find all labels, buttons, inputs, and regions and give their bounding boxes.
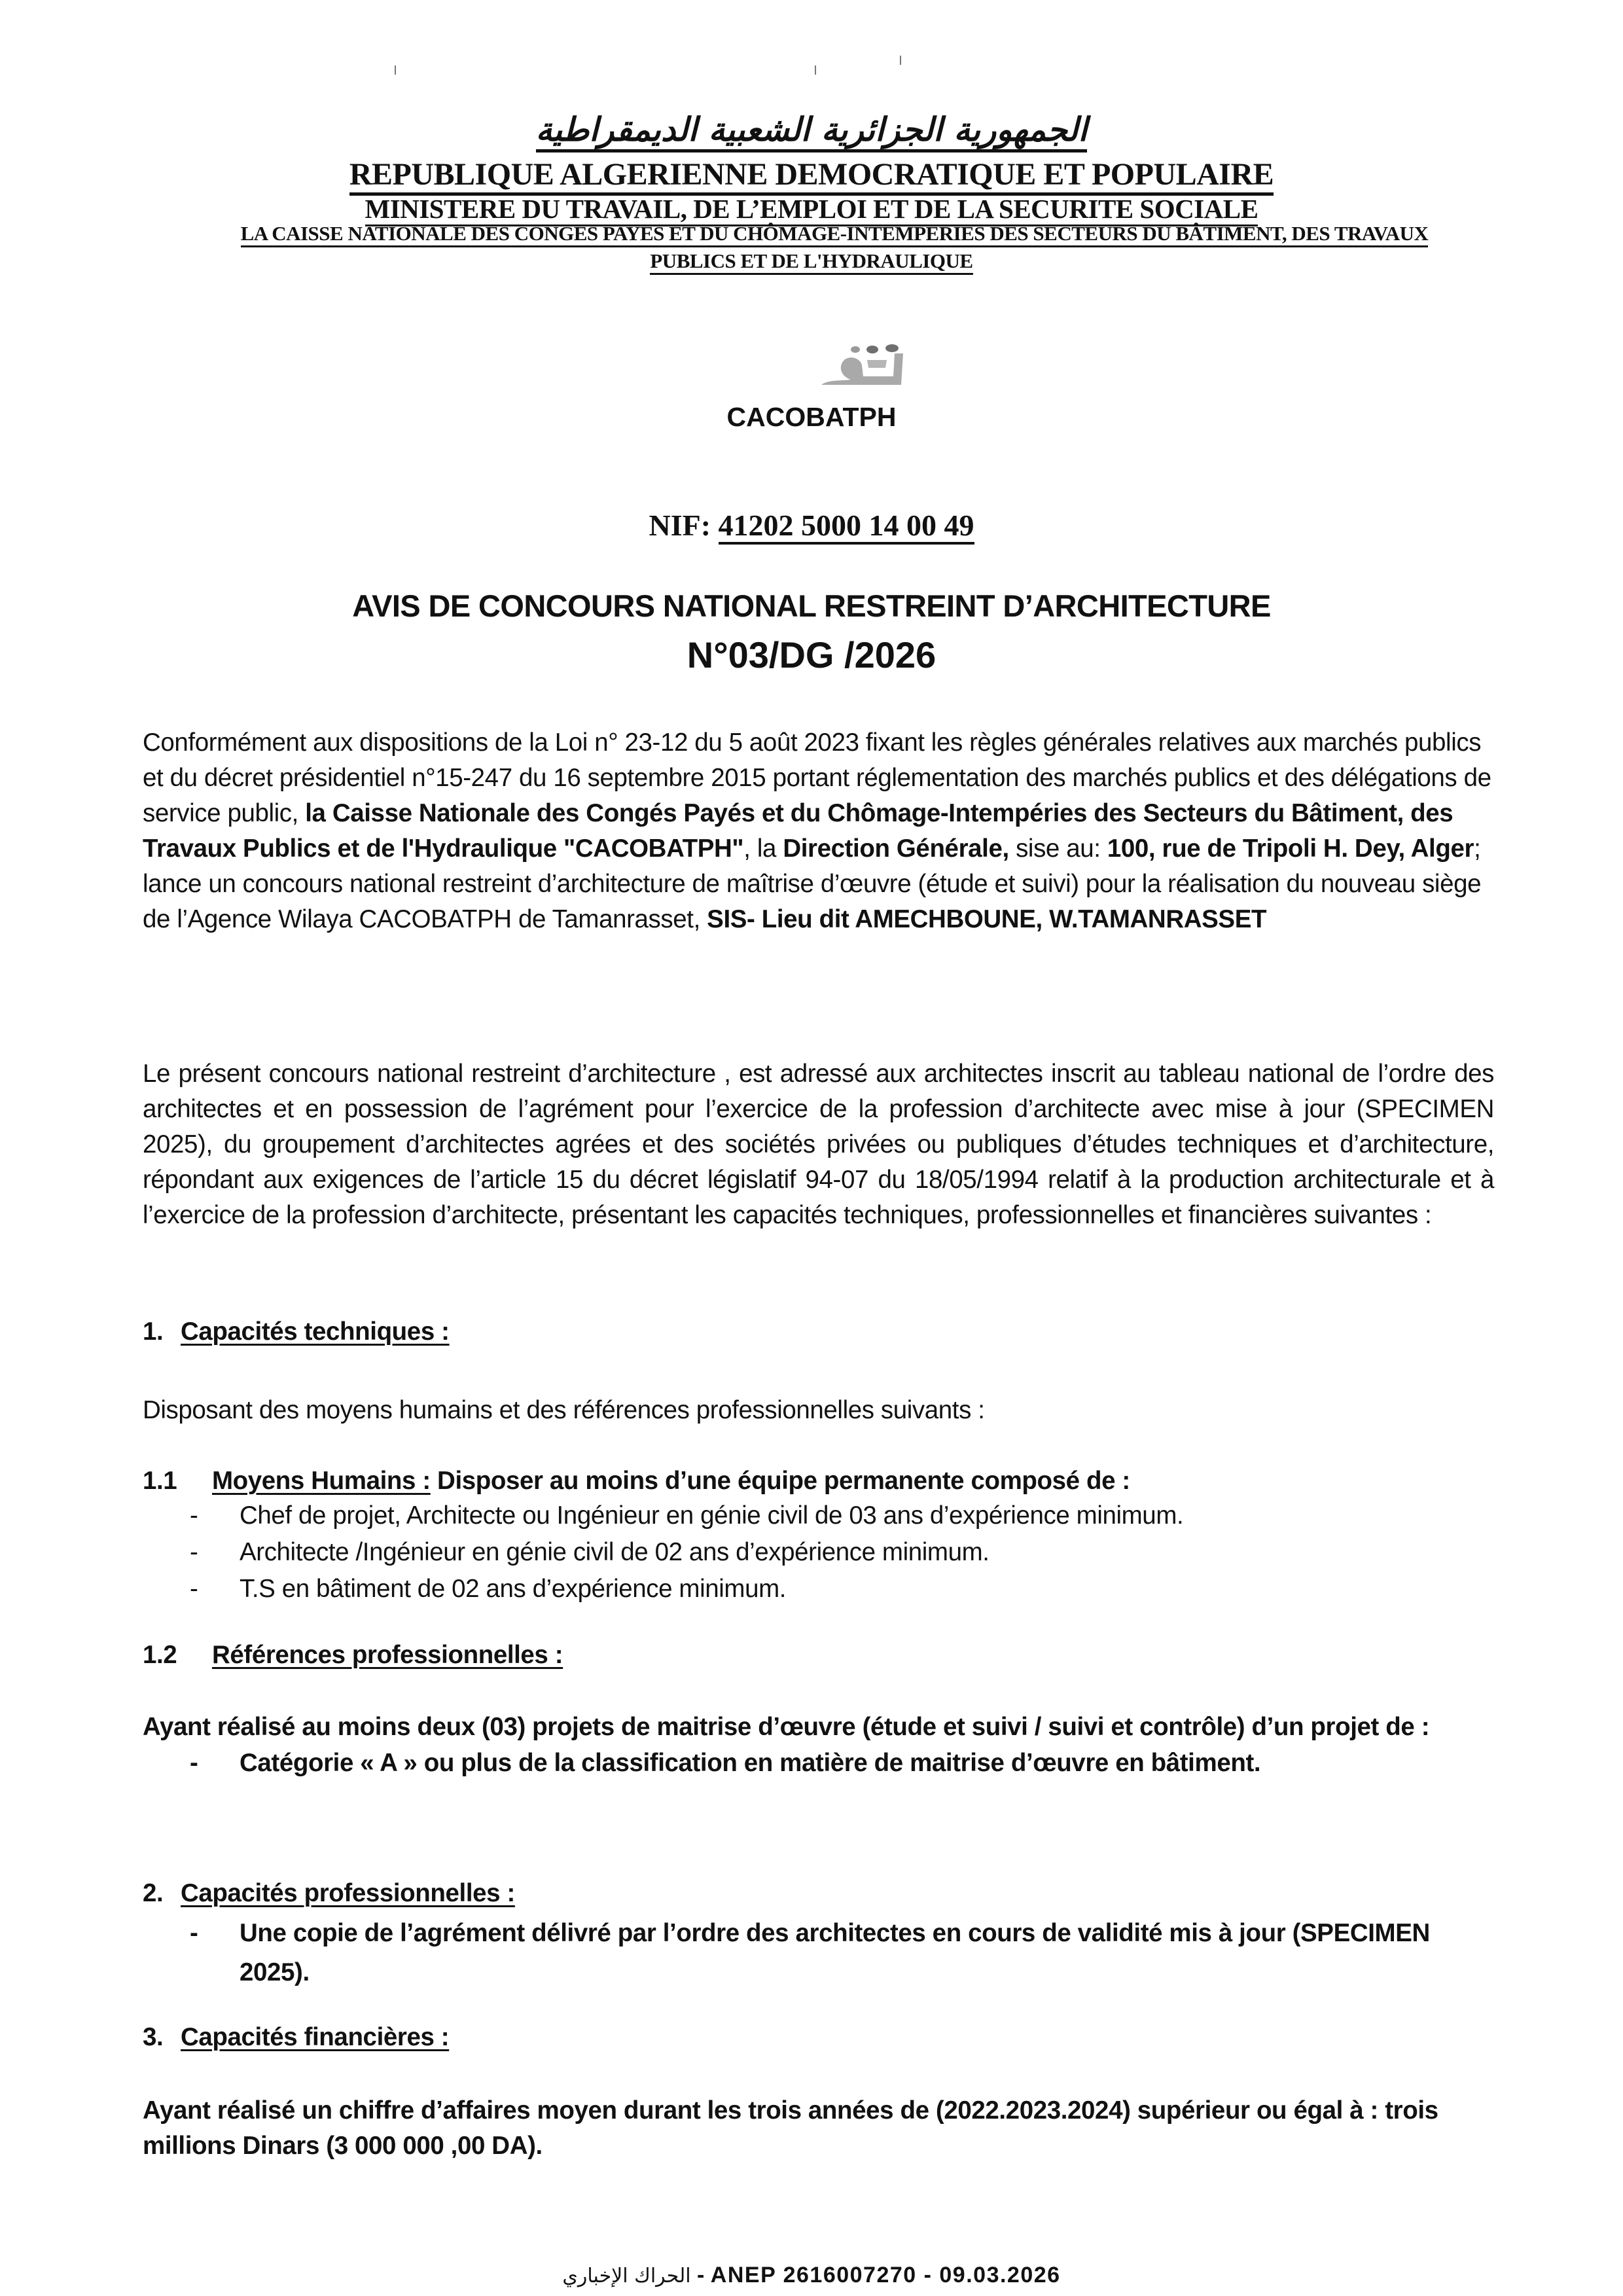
list-item-text: Architecte /Ingénieur en génie civil de 02 ans d’expérience minimum. bbox=[240, 1538, 990, 1566]
list-item bbox=[143, 1914, 1494, 1992]
intro-paragraph bbox=[143, 725, 1494, 937]
footer-sep: - bbox=[690, 2263, 711, 2287]
bullet-dash: - bbox=[190, 1575, 198, 1603]
nif-value: 41202 5000 14 00 49 bbox=[719, 509, 974, 545]
subsection-professional-references bbox=[143, 1639, 1494, 1672]
references-text: Ayant réalisé au moins deux (03) projets de maitrise d’œuvre (étude et suivi / suivi et contrôle) d’un projet de : bbox=[143, 1713, 1430, 1741]
scan-mark bbox=[815, 65, 816, 75]
caisse-heading-line2 bbox=[0, 249, 1623, 274]
republic-heading bbox=[0, 156, 1623, 194]
publication-footer bbox=[0, 2261, 1623, 2291]
subsection-title: Moyens Humains : bbox=[212, 1467, 431, 1495]
section-number: 2. bbox=[143, 1879, 164, 1907]
subsection-title: Références professionnelles : bbox=[212, 1641, 563, 1669]
site-text: SIS- Lieu dit AMECHBOUNE, W.TAMANRASSET bbox=[707, 905, 1267, 933]
notice-title: AVIS DE CONCOURS NATIONAL RESTREINT D’ARCHITECTURE bbox=[352, 588, 1271, 623]
list-item bbox=[143, 1571, 1494, 1607]
financial-text: Ayant réalisé un chiffre d’affaires moyen durant les trois années de (2022.2023.2024) supérieur ou égal à : trois millions Dinars (3 000 000 ,00 DA). bbox=[143, 2096, 1438, 2160]
section-number: 1. bbox=[143, 1318, 164, 1346]
eligibility-paragraph: Le présent concours national restreint d’architecture , est adressé aux architectes inscrit au tableau national de l’ordre des architectes et en possession de l’agrément pour l’exercice de la profession d’architecte avec mise à jour (SPECIMEN 2025), du groupement d’architectes agrées et des sociétés privées ou publiques d’études techniques et d’architecture, répondant aux exigences de l’article 15 du décret législatif 94-07 du 18/05/1994 relatif à la production architecturale et à l’exercice de la profession d’architecte, présentant les capacités techniques, professionnelles et financières suivantes : bbox=[143, 1060, 1494, 1229]
human-resources-list bbox=[143, 1498, 1494, 1607]
section-financial-capacities bbox=[143, 2021, 1494, 2164]
list-item bbox=[143, 1534, 1494, 1571]
section-intro: Disposant des moyens humains et des références professionnelles suivants : bbox=[143, 1396, 985, 1424]
bullet-dash: - bbox=[190, 1538, 198, 1566]
object-text: ; lance un concours national restreint d’architecture de maîtrise d’œuvre (étude et suivi) pour la réalisation du nouveau siège de l’Agence Wilaya CACOBATPH de Tamanrasset, bbox=[143, 834, 1482, 933]
sep-text: , la bbox=[743, 834, 783, 863]
section-title: Capacités techniques : bbox=[181, 1318, 450, 1346]
bullet-dash: - bbox=[190, 1749, 198, 1777]
list-item bbox=[143, 1745, 1494, 1782]
ministry-text: MINISTERE DU TRAVAIL, DE L’EMPLOI ET DE LA SECURITE SOCIALE bbox=[365, 194, 1258, 226]
list-item-text: Catégorie « A » ou plus de la classification en matière de maitrise d’œuvre en bâtiment. bbox=[240, 1749, 1261, 1777]
section-number: 3. bbox=[143, 2023, 164, 2051]
anep-reference: ANEP 2616007270 - 09.03.2026 bbox=[710, 2263, 1061, 2287]
direction-text: Direction Générale, bbox=[783, 834, 1009, 863]
address-text: 100, rue de Tripoli H. Dey, Alger bbox=[1107, 834, 1474, 863]
caisse-heading-line1 bbox=[164, 221, 1505, 246]
section-heading bbox=[143, 1316, 1494, 1348]
professional-list bbox=[143, 1914, 1494, 1992]
publisher-arabic: الحراك الإخباري bbox=[562, 2265, 691, 2287]
references-list bbox=[143, 1745, 1494, 1782]
nif-line bbox=[0, 507, 1623, 544]
ministry-heading bbox=[0, 192, 1623, 225]
section-heading bbox=[143, 1877, 1494, 1910]
caisse-text-line2: PUBLICS ET DE L'HYDRAULIQUE bbox=[650, 249, 972, 275]
notice-number: N°03/DG /2026 bbox=[687, 634, 936, 675]
sise-text: sise au: bbox=[1008, 834, 1107, 863]
cacobatph-logo-icon bbox=[815, 340, 906, 393]
list-item-text: Une copie de l’agrément délivré par l’ordre des architectes en cours de validité mis à jour (SPECIMEN 2025). bbox=[240, 1919, 1430, 1986]
arabic-republic-title bbox=[0, 110, 1623, 149]
caisse-text-line1: LA CAISSE NATIONALE DES CONGES PAYES ET DU CHÔMAGE-INTEMPERIES DES SECTEURS DU BÂTIMENT, DES TRAVAUX bbox=[241, 222, 1429, 247]
bullet-dash: - bbox=[190, 1501, 198, 1530]
bullet-dash: - bbox=[190, 1919, 198, 1947]
list-item-text: T.S en bâtiment de 02 ans d’expérience minimum. bbox=[240, 1575, 787, 1603]
section-professional-capacities bbox=[143, 1877, 1494, 1992]
subsection-number: 1.2 bbox=[143, 1641, 177, 1669]
section-heading bbox=[143, 2021, 1494, 2054]
arabic-republic-text: الجمهورية الجزائرية الشعبية الديمقراطية bbox=[536, 111, 1088, 152]
subsection-human-resources bbox=[143, 1465, 1494, 1498]
list-item-text: Chef de projet, Architecte ou Ingénieur en génie civil de 03 ans d’expérience minimum. bbox=[240, 1501, 1184, 1530]
organization-name: CACOBATPH bbox=[726, 402, 897, 432]
subsection-number: 1.1 bbox=[143, 1467, 177, 1495]
section-title: Capacités professionnelles : bbox=[181, 1879, 515, 1907]
scan-mark bbox=[900, 56, 901, 65]
subsection-title-rest: Disposer au moins d’une équipe permanente composé de : bbox=[430, 1467, 1130, 1495]
section-title: Capacités financières : bbox=[181, 2023, 450, 2051]
nif-label: NIF: bbox=[649, 509, 719, 542]
intro-legal-text: Conformément aux dispositions de la Loi n° 23-12 du 5 août 2023 fixant les règles générales relatives aux marchés publics et du décret présidentiel n°15-247 du 16 septembre 2015 portant réglementation des marchés publics et des délégations de service public, bbox=[143, 728, 1491, 827]
list-item bbox=[143, 1498, 1494, 1534]
org-full-name: la Caisse Nationale des Congés Payés et du Chômage-Intempéries des Secteurs du Bâtiment, des Travaux Publics et de l'Hydraulique "CACOBATPH" bbox=[143, 799, 1454, 863]
section-technical-capacities bbox=[143, 1316, 1494, 1782]
republic-text: REPUBLIQUE ALGERIENNE DEMOCRATIQUE ET POPULAIRE bbox=[349, 157, 1274, 196]
scan-mark bbox=[395, 65, 396, 75]
